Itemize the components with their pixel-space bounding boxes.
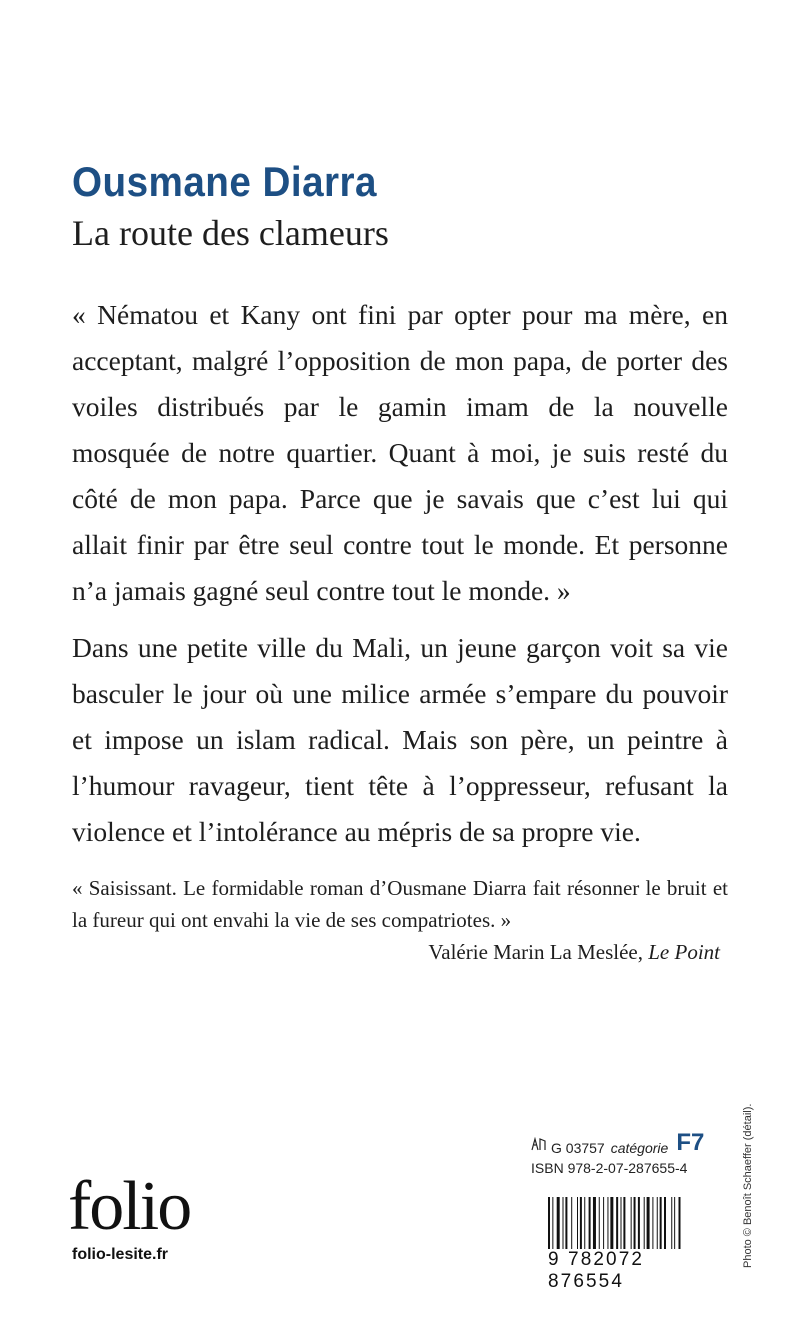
category-code: F7 [676,1129,705,1156]
photo-credit: Photo © Benoît Schaeffer (détail). [742,1103,754,1268]
excerpt-quote: « Nématou et Kany ont fini par opter pour ma mère, en acceptant, malgré l’opposition de mon papa, de porter des voiles distribués par le gamin imam de la nouvelle mosquée de notre quartier. Quant à moi, je suis resté du côté de mon papa. Parce que je savais que c’est lui qui allait finir par être seul contre tout le monde. Et personne n’a jamais gagné seul contre tout le monde. » [72,299,728,606]
barcode-number: 9 782072 876554 [548,1249,720,1293]
review-author: Valérie Marin La Meslée, [428,940,643,964]
publisher-site: folio-lesite.fr [72,1246,169,1263]
category-label: catégorie [610,1140,669,1156]
author-name: Ousmane Diarra [72,158,377,205]
book-title: La route des clameurs [72,213,389,253]
catalog-codes [531,1128,719,1176]
books-icon [531,1137,547,1156]
collection-code: G 03757 [551,1140,605,1156]
review-publication: Le Point [648,940,720,964]
press-review: « Saisissant. Le formidable roman d’Ousmane Diarra fait résonner le bruit et la fureur qui ont envahi la vie de ses compatriotes. » [72,876,728,932]
review-attribution [428,936,720,968]
isbn: ISBN 978-2-07-287655-4 [531,1160,688,1176]
synopsis: Dans une petite ville du Mali, un jeune garçon voit sa vie basculer le jour où une milice armée s’empare du pouvoir et impose un islam radical. Mais son père, un peintre à l’humour ravageur, tient tête à l’oppresseur, refusant la violence et l’intolérance au mépris de sa propre vie. [72,632,728,847]
code-line [531,1128,719,1156]
publisher-logo: folio [68,1168,191,1245]
